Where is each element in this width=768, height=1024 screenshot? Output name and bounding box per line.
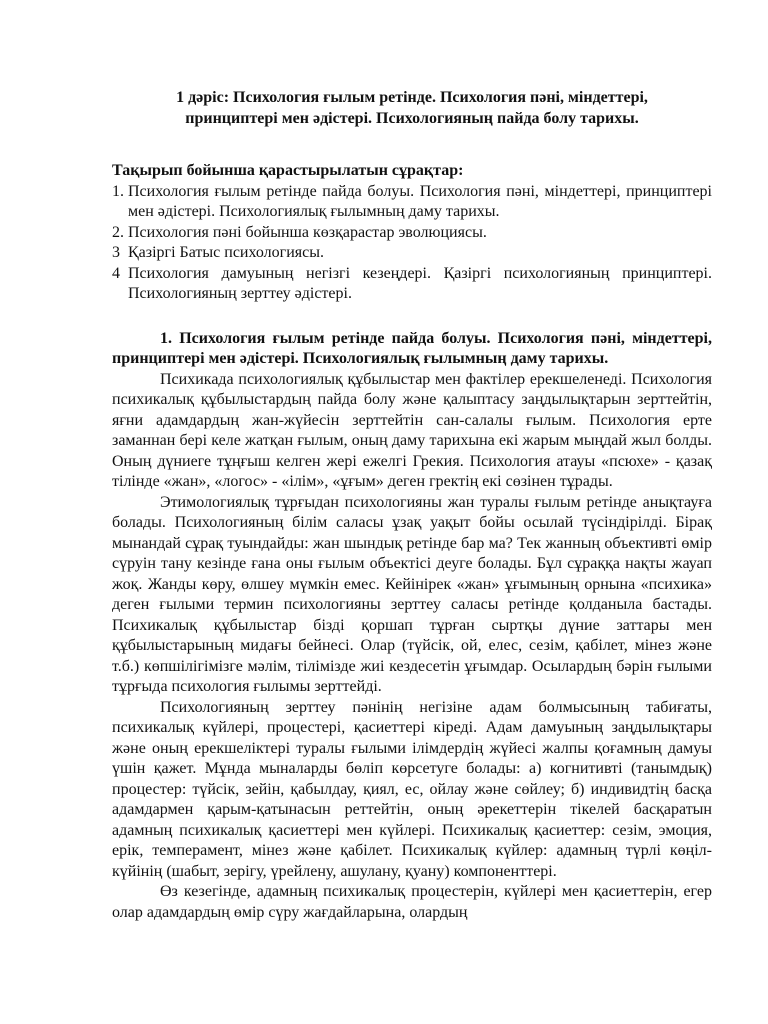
- body-paragraph: Психологияның зерттеу пәнінің негізіне адам болмысының табиғаты, психикалық күйлері, процестері, қасиеттері кіреді. Адам дамуының заңдылықтары және оның ерекшеліктері туралы ғылыми ілімдердің жүйесі жалпы қоғамның дамуы үшін қажет. Мұнда мыналарды бөліп көрсетуге болады: а) когнитивті (танымдық) процестер: түйсік, зейін, қабылдау, қиял, ес, ойлау және сөйлеу; б) индивидтің басқа адамдармен қарым-қатынасын реттейтін, оның әрекеттерін тікелей басқаратын адамның психикалық қасиеттері мен күйлері. Психикалық қасиеттер: сезім, эмоция, ерік, темперамент, мінез және қабілет. Психикалық күйлер: адамның түрлі көңіл-күйінің (шабыт, зерігу, үрейлену, ашулану, қуану) компоненттері.: [112, 698, 712, 880]
- question-number: 4: [112, 264, 120, 282]
- question-number: 2.: [112, 223, 124, 241]
- question-text: Қазіргі Батыс психологиясы.: [128, 244, 324, 261]
- document-page: [112, 88, 712, 923]
- section-heading: 1. Психология ғылым ретінде пайда болуы. Психология пәні, міндеттері, принциптері мен әдістері. Психологиялық ғылымның даму тарихы.: [112, 329, 712, 367]
- question-text: Психология дамуының негізгі кезеңдері. Қазіргі психологияның принциптері. Психологияның зерттеу әдістері.: [128, 264, 712, 302]
- questions-heading: Тақырып бойынша қарастырылатын сұрақтар:: [112, 162, 464, 179]
- body-paragraph: Психикада психологиялық құбылыстар мен фактілер ерекшеленеді. Психология психикалық құбылыстардың пайда болу және қалыптасу заңдылықтарын зерттейтін, яғни адамдардың жан-жүйесін зерттейтін сан-салалы ғылым. Психология ерте заманнан бері келе жатқан ғылым, оның даму тарихына екі жарым мыңдай жыл болды. Оның дүниеге тұңғыш келген жері ежелгі Грекия. Психология атауы «псюхе» - қазақ тілінде «жан», «логос» - «ілім», «ұғым» деген гректің екі сөзінен тұрады.: [112, 370, 712, 490]
- question-item: [112, 264, 712, 305]
- body-paragraph: Этимологиялық тұрғыдан психологияны жан туралы ғылым ретінде анықтауға болады. Психологияның білім саласы ұзақ уақыт бойы осылай түсіндірілді. Бірақ мынандай сұрақ туындайды: жан шындық ретінде бар ма? Тек жанның объективті өмір сүруін тану кезінде ғана оны ғылым объектісі деуге болады. Бұл сұраққа нақты жауап жоқ. Жанды көру, өлшеу мүмкін емес. Кейінірек «жан» ұғымының орнына «психика» деген ғылыми термин психологияны зерттеу саласы ретінде қолданыла бастады. Психикалық құбылыстар бізді қоршап тұрған сыртқы дүние заттары мен құбылыстарының мидағы бейнесі. Олар (түйсік, ой, елес, сезім, қабілет, мінез және т.б.) көпшілігімізге мәлім, тілімізде жиі кездесетін ұғымдар. Осылардың бәрін ғылыми тұрғыда психология ғылымы зерттейді.: [112, 493, 712, 695]
- question-number: 3: [112, 244, 120, 261]
- body-paragraph: Өз кезегінде, адамның психикалық процестерін, күйлері мен қасиеттерін, егер олар адамдардың өмір сүру жағдайларына, олардың: [112, 883, 712, 921]
- question-text: Психология ғылым ретінде пайда болуы. Психология пәні, міндеттері, принциптері мен әдістері. Психологиялық ғылымның даму тарихы.: [128, 182, 712, 220]
- question-item: [112, 223, 712, 244]
- question-number: 1.: [112, 182, 124, 200]
- document-title: 1 дәріс: Психология ғылым ретінде. Психология пәні, міндеттері, принциптері мен әдістері. Психологияның пайда болу тарихы.: [176, 89, 648, 127]
- questions-list: [112, 182, 712, 305]
- question-item: [112, 243, 712, 264]
- question-text: Психология пәні бойынша көзқарастар эволюциясы.: [128, 223, 487, 241]
- question-item: [112, 182, 712, 223]
